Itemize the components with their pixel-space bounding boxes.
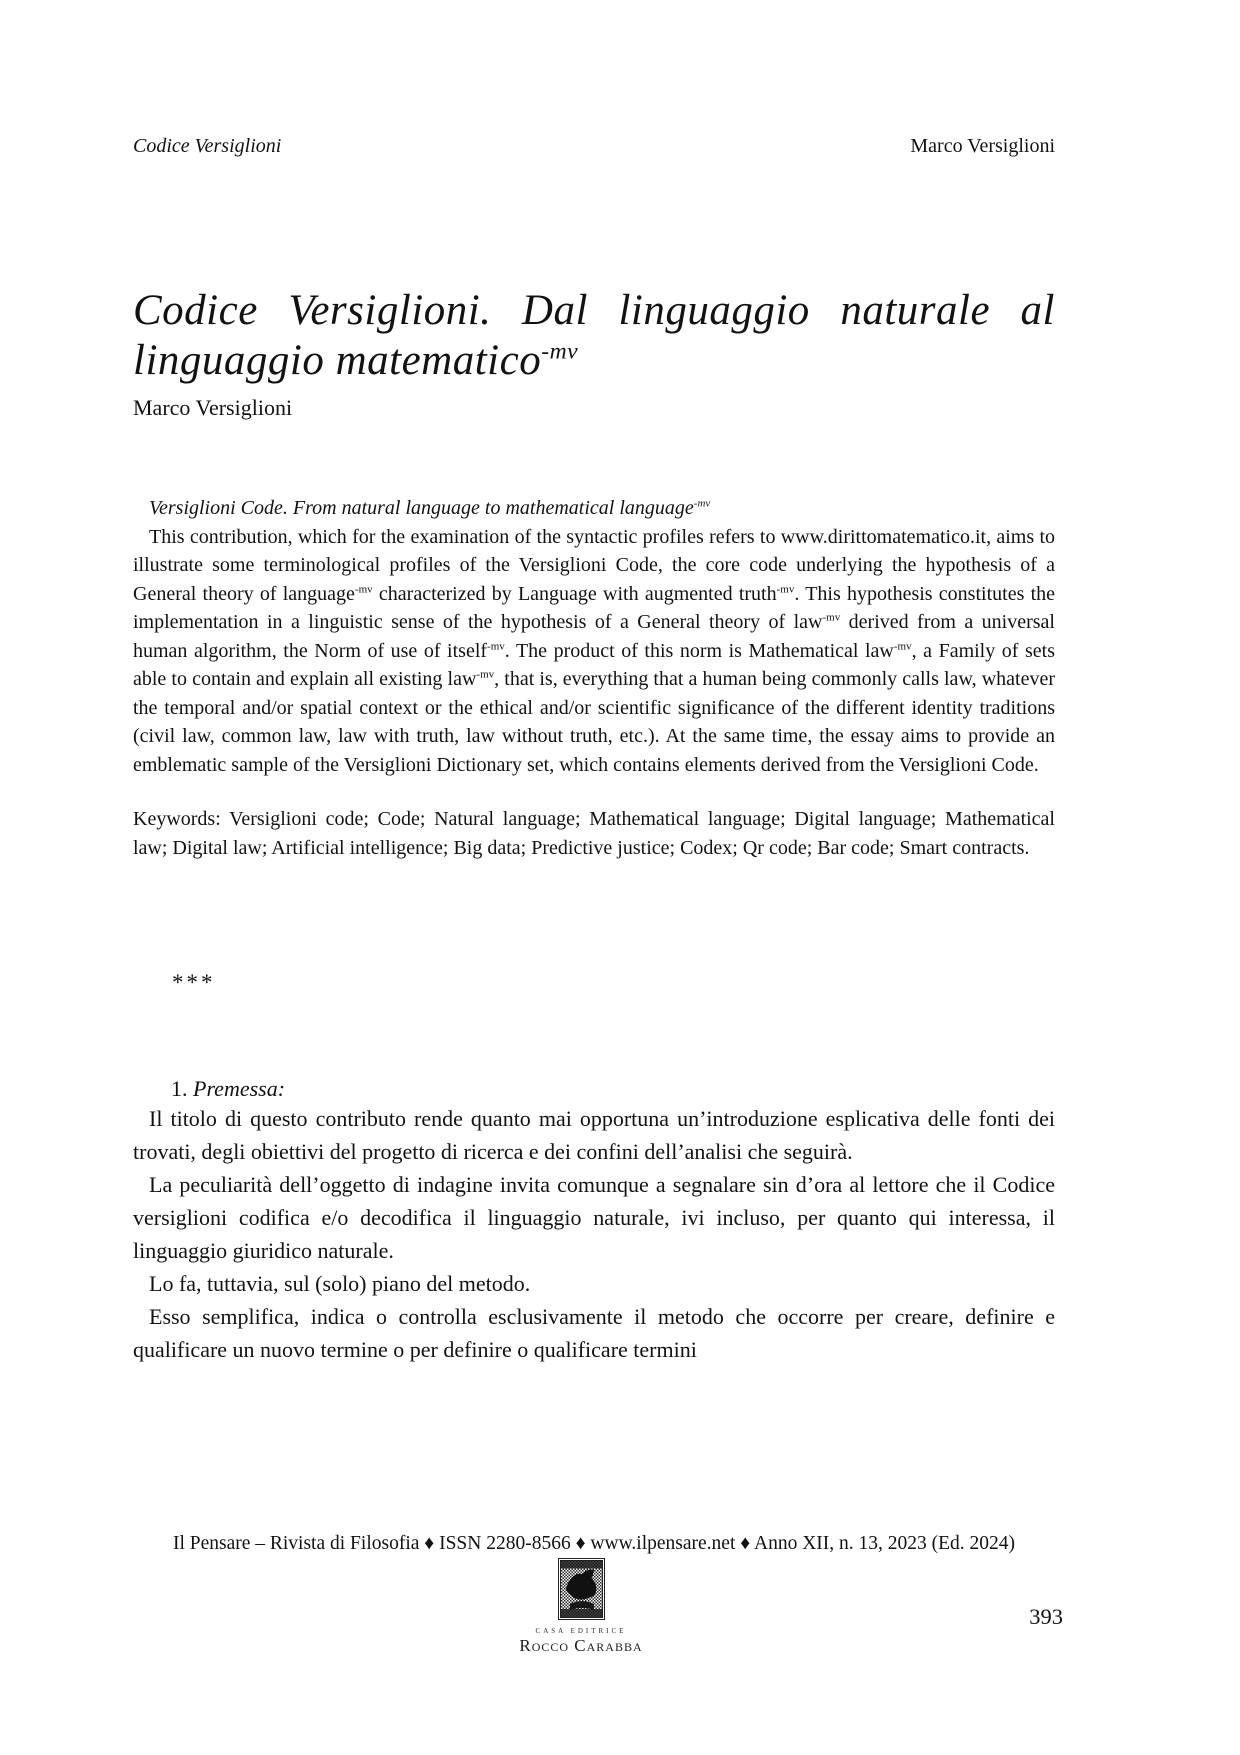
author-name: Marco Versiglioni xyxy=(133,395,293,420)
section-number: 1. xyxy=(171,1076,188,1101)
article-title-line1: Codice Versiglioni. Dal linguaggio naturale al xyxy=(133,287,1055,334)
abstract-text: This contribution, which for the examination of the syntactic profiles refers to www.dirittomatematico.it, aims to illustrate some terminological profiles of the Versiglioni Code, the core code underlying the hypothesis of a General theory of language$^{-mv}$ characterized by Language with augmented truth$^{-mv}$. This hypothesis constitutes the implementation in a linguistic sense of the hypothesis of a General theory of law$^{-mv}$ derived from a universal human algorithm, the Norm of use of itself$^{-mv}$. The product of this norm is Mathematical law$^{-mv}$, a Family of sets able to contain and explain all existing law$^{-mv}$, that is, everything that a human being commonly calls law, whatever the temporal and/or spatial context or the ethical and/or scientific significance of the different identity traditions (civil law, common law, law with truth, law without truth, etc.). At the same time, the essay aims to provide an emblematic sample of the Versiglioni Dictionary set, which contains elements derived from the Versiglioni Code. xyxy=(133,525,1056,776)
section-heading xyxy=(133,1074,1055,1104)
article-body xyxy=(133,1102,1055,1366)
running-header-title: Codice Versiglioni xyxy=(133,135,282,157)
running-header xyxy=(133,134,1055,158)
abstract-block xyxy=(133,494,1055,862)
body-paragraph: Il titolo di questo contributo rende quanto mai opportuna un’introduzione esplicativa delle fonti dei trovati, degli obiettivi del progetto di ricerca e dei confini dell’analisi che seguirà. xyxy=(133,1106,1055,1164)
asterisk-separator: *** xyxy=(172,970,216,995)
title-block xyxy=(133,286,1055,421)
page-number: 393 xyxy=(1029,1604,1063,1629)
publisher-emblem-icon xyxy=(558,1558,605,1620)
body-paragraph: La peculiarità dell’oggetto di indagine invita comunque a segnalare sin d’ora al lettore che il Codice versiglioni codifica e/o decodifica il linguaggio naturale, ivi incluso, per quanto qui interessa, il linguaggio giuridico naturale. xyxy=(133,1172,1055,1263)
running-header-author: Marco Versiglioni xyxy=(910,135,1055,157)
article-title-line2: linguaggio matematico$^{-mv}$ xyxy=(133,337,579,384)
body-paragraph: Esso semplifica, indica o controlla esclusivamente il metodo che occorre per creare, definire e qualificare un nuovo termine o per definire o qualificare termini xyxy=(133,1304,1055,1362)
publisher-name: Rocco Carabba xyxy=(519,1636,643,1655)
publisher-label: CASA EDITRICE xyxy=(535,1627,627,1635)
abstract-heading: Versiglioni Code. From natural language to mathematical language$^{-mv}$ xyxy=(149,497,711,519)
article-title xyxy=(133,286,1055,386)
publisher-logo xyxy=(471,1558,691,1656)
keywords-line: Keywords: Versiglioni code; Code; Natural language; Mathematical language; Digital language; Mathematical law; Digital law; Artificial intelligence; Big data; Predictive justice; Codex; Qr code; Bar code; Smart contracts. xyxy=(133,808,1055,859)
section-title: Premessa: xyxy=(193,1076,286,1101)
journal-footer-line: Il Pensare – Rivista di Filosofia ♦ ISSN 2280-8566 ♦ www.ilpensare.net ♦ Anno XII, n. 13, 2023 (Ed. 2024) xyxy=(172,1533,1016,1554)
body-paragraph: Lo fa, tuttavia, sul (solo) piano del metodo. xyxy=(149,1271,531,1296)
